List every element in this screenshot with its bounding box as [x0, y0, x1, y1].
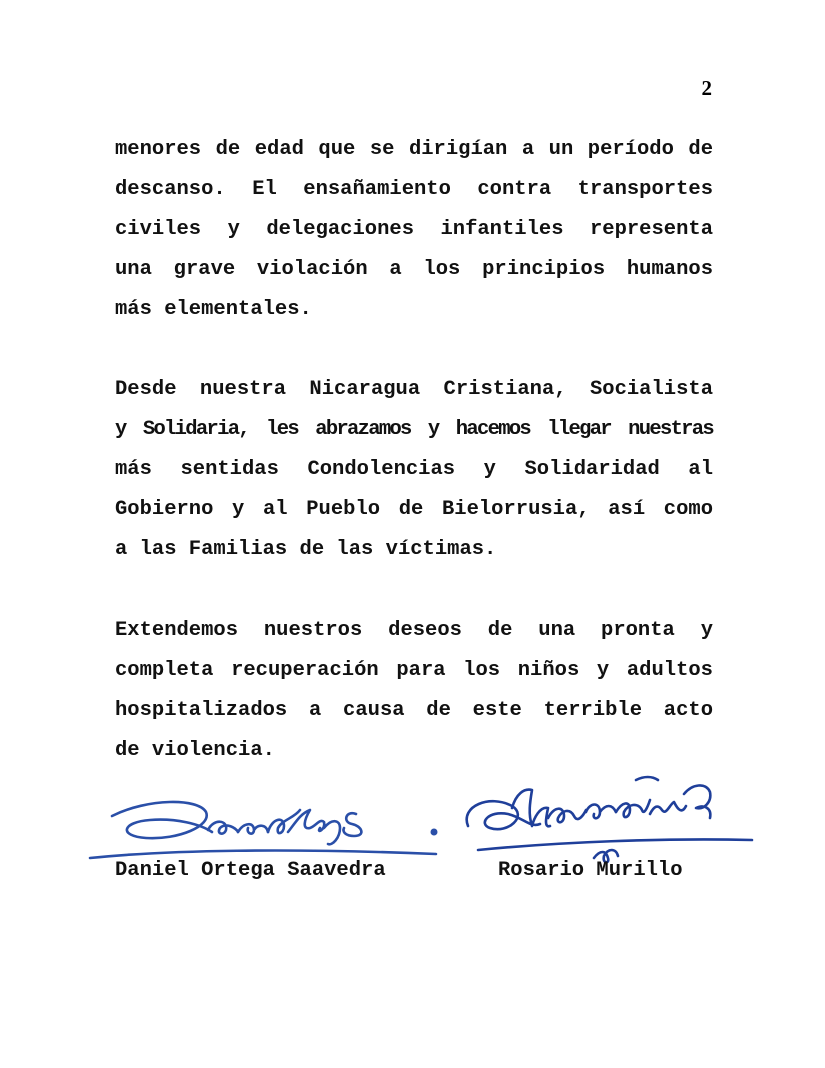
paragraph-recovery-wishes: [115, 611, 713, 771]
text-line: hospitalizados a causa de este terrible acto: [115, 699, 713, 722]
text-line: más elementales.: [115, 298, 312, 321]
text-line: Extendemos nuestros deseos de una pronta y: [115, 619, 713, 642]
text-line: y Solidaria, les abrazamos y hacemos llegar nuestras: [115, 418, 713, 441]
signature-ink-murillo: [467, 777, 752, 862]
text-line: completa recuperación para los niños y adultos: [115, 659, 713, 682]
paragraph-condemnation: [115, 130, 713, 330]
signer-name-murillo: Rosario Murillo: [498, 859, 683, 882]
text-line: Gobierno y al Pueblo de Bielorrusia, así como: [115, 498, 713, 521]
text-line: Desde nuestra Nicaragua Cristiana, Socialista: [115, 378, 713, 401]
signer-name-ortega: Daniel Ortega Saavedra: [115, 859, 386, 882]
text-line: civiles y delegaciones infantiles representa: [115, 218, 713, 241]
text-line: una grave violación a los principios humanos: [115, 258, 713, 281]
text-line: descanso. El ensañamiento contra transportes: [115, 178, 713, 201]
page-number: 2: [701, 76, 712, 100]
text-line: menores de edad que se dirigían a un período de: [115, 138, 713, 161]
text-line: a las Familias de las víctimas.: [115, 538, 497, 561]
signature-ink-ortega: [90, 802, 436, 858]
text-line: más sentidas Condolencias y Solidaridad al: [115, 458, 713, 481]
text-line: de violencia.: [115, 739, 275, 762]
paragraph-condolences: [115, 370, 713, 570]
